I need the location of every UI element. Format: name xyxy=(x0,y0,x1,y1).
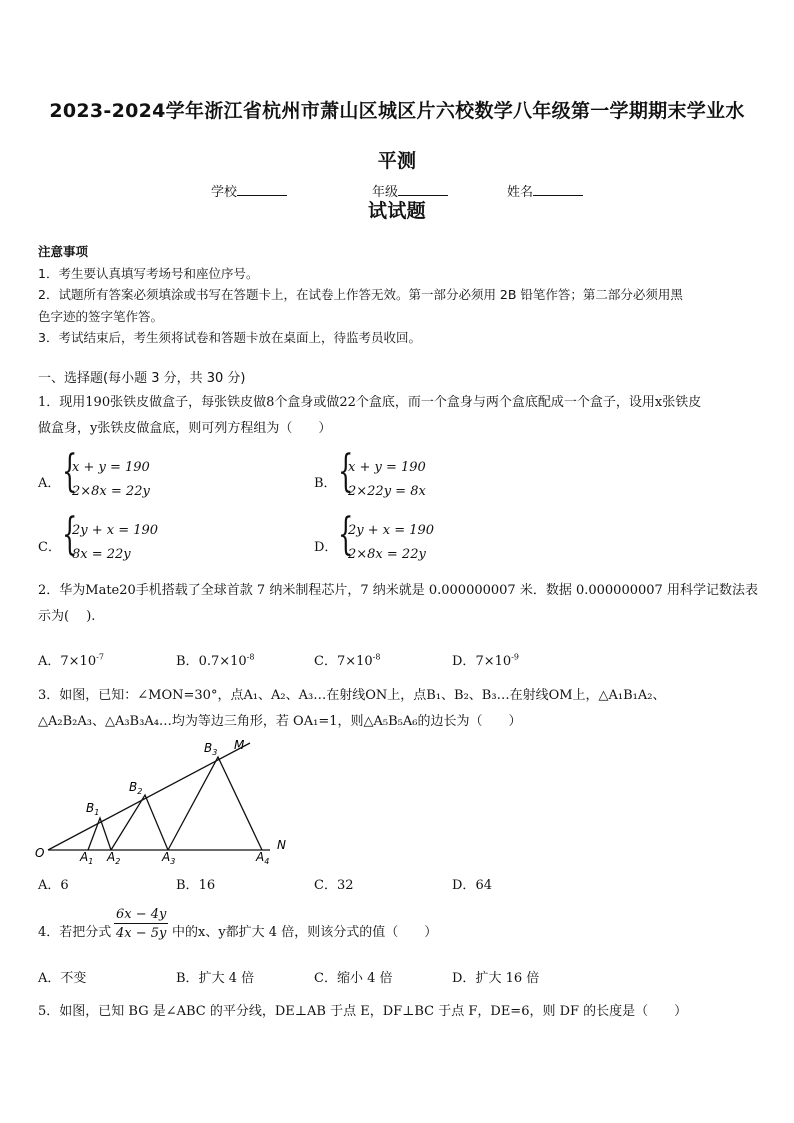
q3-option-b[interactable]: B．16 xyxy=(176,878,216,893)
label-b3: $B_3$ xyxy=(204,741,218,757)
exam-title xyxy=(40,86,754,236)
name-blank[interactable] xyxy=(533,183,583,196)
q2-option-c[interactable]: C．$7\times 10^{-8}$ xyxy=(314,652,381,669)
q3-option-a[interactable]: A．6 xyxy=(38,878,69,893)
notice-block xyxy=(38,241,758,349)
label-a3: $A_3$ xyxy=(162,850,176,866)
exam-title-line1: 2023-2024学年浙江省杭州市萧山区城区片六校数学八年级第一学期期末学业水平测 xyxy=(49,100,745,172)
label-o: O xyxy=(35,846,45,860)
label-a1: $A_1$ xyxy=(80,850,94,866)
question-3 xyxy=(38,683,758,735)
name-field: 姓名 xyxy=(507,181,583,200)
brace-icon: { xyxy=(338,446,354,497)
question-2-line1: 2．华为Mate20手机搭载了全球首款 7 纳米制程芯片，7 纳米就是 0.000000007 米．数据 0.000000007 用科学记数法表 xyxy=(38,583,758,598)
notice-heading: 注意事项 xyxy=(38,244,89,259)
question-1-line1: 1．现用190张铁皮做盒子，每张铁皮做8个盒身或做22个盒底，而一个盒身与两个盒底配成一个盒子，设用x张铁皮 xyxy=(38,395,702,410)
brace-icon: { xyxy=(62,446,78,497)
q4-fraction xyxy=(114,907,168,941)
grade-blank[interactable] xyxy=(398,183,448,196)
question-4-suffix: 中的x、y都扩大 4 倍，则该分式的值（ ） xyxy=(172,925,438,940)
question-1 xyxy=(38,390,758,442)
section-heading: 一、选择题(每小题 3 分，共 30 分) xyxy=(38,371,246,386)
school-blank[interactable] xyxy=(237,183,287,196)
notice-item: 2．试题所有答案必须填涂或书写在答题卡上，在试卷上作答无效。第一部分必须用 2B 铅笔作答；第二部分必须用黑 xyxy=(38,287,683,302)
q1-option-c-label[interactable]: C． xyxy=(38,540,61,555)
question-1-line2: 做盒身，y张铁皮做盒底，则可列方程组为（ ） xyxy=(38,421,332,436)
q1-option-d-label[interactable]: D． xyxy=(314,540,338,555)
brace-icon: { xyxy=(338,509,354,560)
q4-denominator: 4x − 5y xyxy=(116,926,167,941)
q4-option-a[interactable]: A．不变 xyxy=(38,971,87,986)
q3-triangle-figure xyxy=(0,735,320,870)
q4-numerator: 6x − 4y xyxy=(116,907,167,922)
label-m: M xyxy=(234,738,245,752)
q2-option-d[interactable]: D．$7\times 10^{-9}$ xyxy=(452,652,519,669)
exam-title-line2: 试试题 xyxy=(368,200,426,222)
school-field: 学校 xyxy=(211,181,287,200)
question-3-line1: 3．如图，已知：∠MON=30°，点A₁、A₂、A₃…在射线ON上，点B₁、B₂、B₃…在射线OM上，△A₁B₁A₂、 xyxy=(38,688,666,703)
q1-option-a-label[interactable]: A． xyxy=(38,476,61,491)
label-a4: $A_4$ xyxy=(256,850,270,866)
q3-option-d[interactable]: D．64 xyxy=(452,878,492,893)
grade-field: 年级 xyxy=(372,181,448,200)
label-b1: $B_1$ xyxy=(86,801,100,817)
notice-item: 色字迹的签字笔作答。 xyxy=(38,308,164,324)
label-a2: $A_2$ xyxy=(107,850,121,866)
q2-option-b[interactable]: B．$0.7\times 10^{-8}$ xyxy=(176,652,255,669)
triangle-2 xyxy=(111,795,168,850)
label-n: N xyxy=(277,838,286,852)
q1-option-b-label[interactable]: B． xyxy=(314,476,337,491)
triangle-3 xyxy=(168,757,262,850)
label-b2: $B_2$ xyxy=(129,780,143,796)
q4-option-c[interactable]: C．缩小 4 倍 xyxy=(314,971,393,986)
q4-option-d[interactable]: D．扩大 16 倍 xyxy=(452,971,540,986)
brace-icon: { xyxy=(62,509,78,560)
question-5: 5．如图，已知 BG 是∠ABC 的平分线，DE⊥AB 于点 E，DF⊥BC 于点 F，DE=6，则 DF 的长度是（ ） xyxy=(38,1004,688,1019)
q3-option-c[interactable]: C．32 xyxy=(314,878,354,893)
ray-om xyxy=(48,743,250,850)
question-2-line2: 示为( ). xyxy=(38,609,96,624)
notice-item: 3．考试结束后，考生须将试卷和答题卡放在桌面上，待监考员收回。 xyxy=(38,330,421,345)
q2-option-a[interactable]: A．$7\times 10^{-7}$ xyxy=(38,652,104,669)
question-2 xyxy=(38,578,758,630)
question-3-line2: △A₂B₂A₃、△A₃B₃A₄…均为等边三角形，若 OA₁=1，则△A₅B₅A₆的边长为（ ） xyxy=(38,714,522,729)
q4-option-b[interactable]: B．扩大 4 倍 xyxy=(176,971,255,986)
question-4-prefix: 4．若把分式 xyxy=(38,925,112,940)
notice-item: 1．考生要认真填写考场号和座位序号。 xyxy=(38,265,259,281)
